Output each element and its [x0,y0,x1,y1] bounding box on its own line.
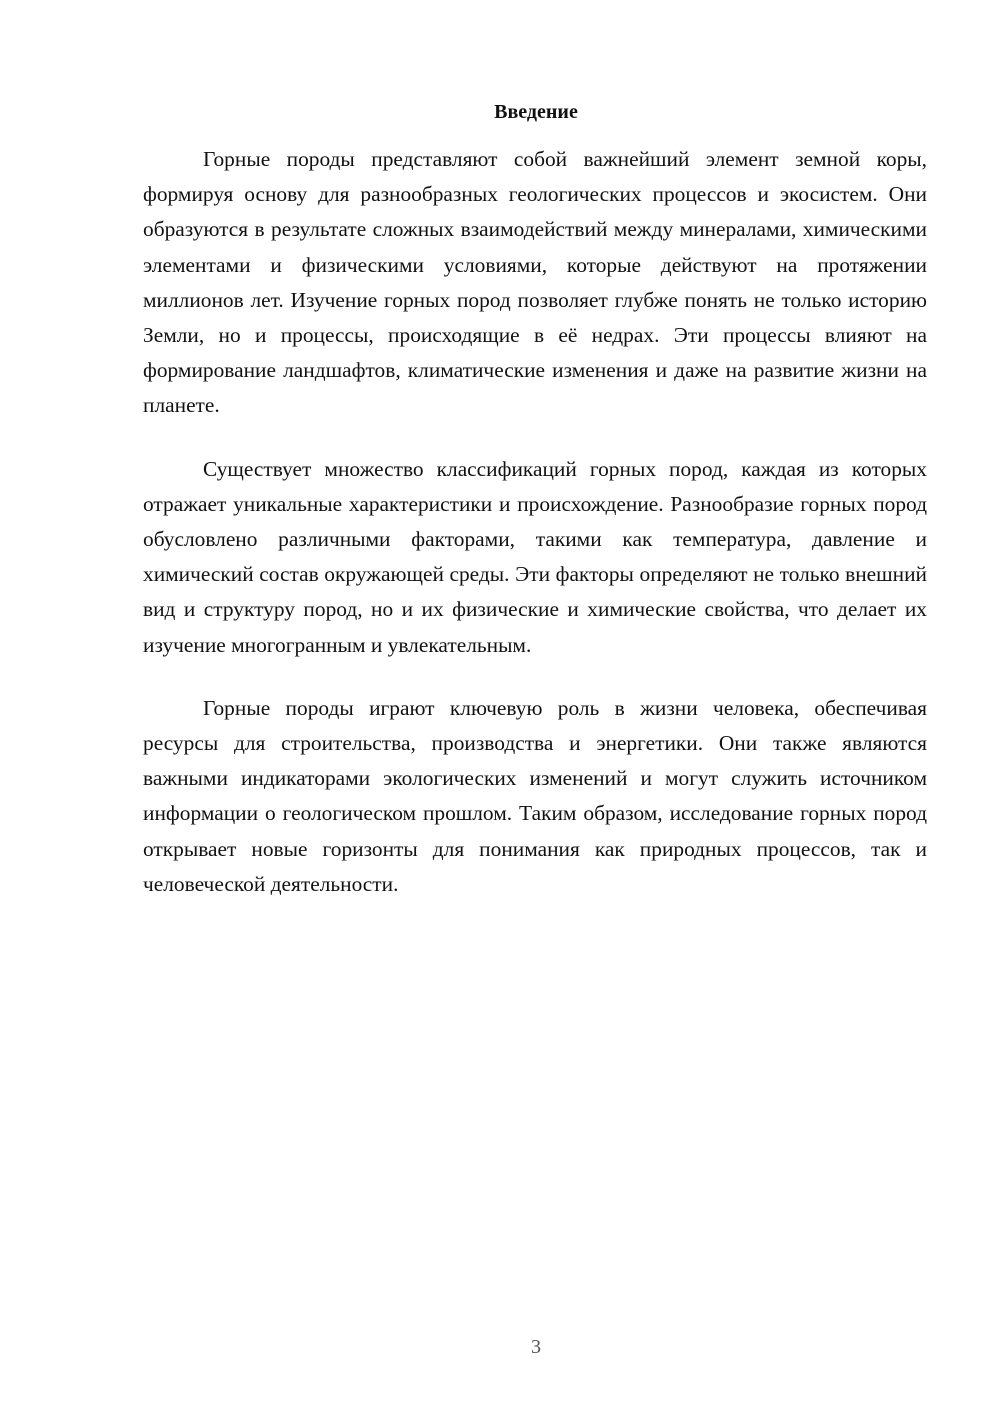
section-title: Введение [494,101,578,123]
page-number: 3 [531,1336,541,1358]
body-text [143,142,927,930]
paragraph-1: Горные породы представляют собой важнейший элемент земной коры, формируя основу для разнообразных геологических процессов и экосистем. Они образуются в результате сложных взаимодействий между минералами, химическими элементами и физическими условиями, которые действуют на протяжении миллионов лет. Изучение горных пород позволяет глубже понять не только историю Земли, но и процессы, происходящие в её недрах. Эти процессы влияют на формирование ландшафтов, климатические изменения и даже на развитие жизни на планете. [143,147,927,418]
paragraph-3: Горные породы играют ключевую роль в жизни человека, обеспечивая ресурсы для строительства, производства и энергетики. Они также являются важными индикаторами экологических изменений и могут служить источником информации о геологическом прошлом. Таким образом, исследование горных пород открывает новые горизонты для понимания как природных процессов, так и человеческой деятельности. [143,695,927,896]
paragraph-2: Существует множество классификаций горных пород, каждая из которых отражает уникальные характеристики и происхождение. Разнообразие горных пород обусловлено различными факторами, такими как температура, давление и химический состав окружающей среды. Эти факторы определяют не только внешний вид и структуру пород, но и их физические и химические свойства, что делает их изучение многогранным и увлекательным. [143,456,927,657]
